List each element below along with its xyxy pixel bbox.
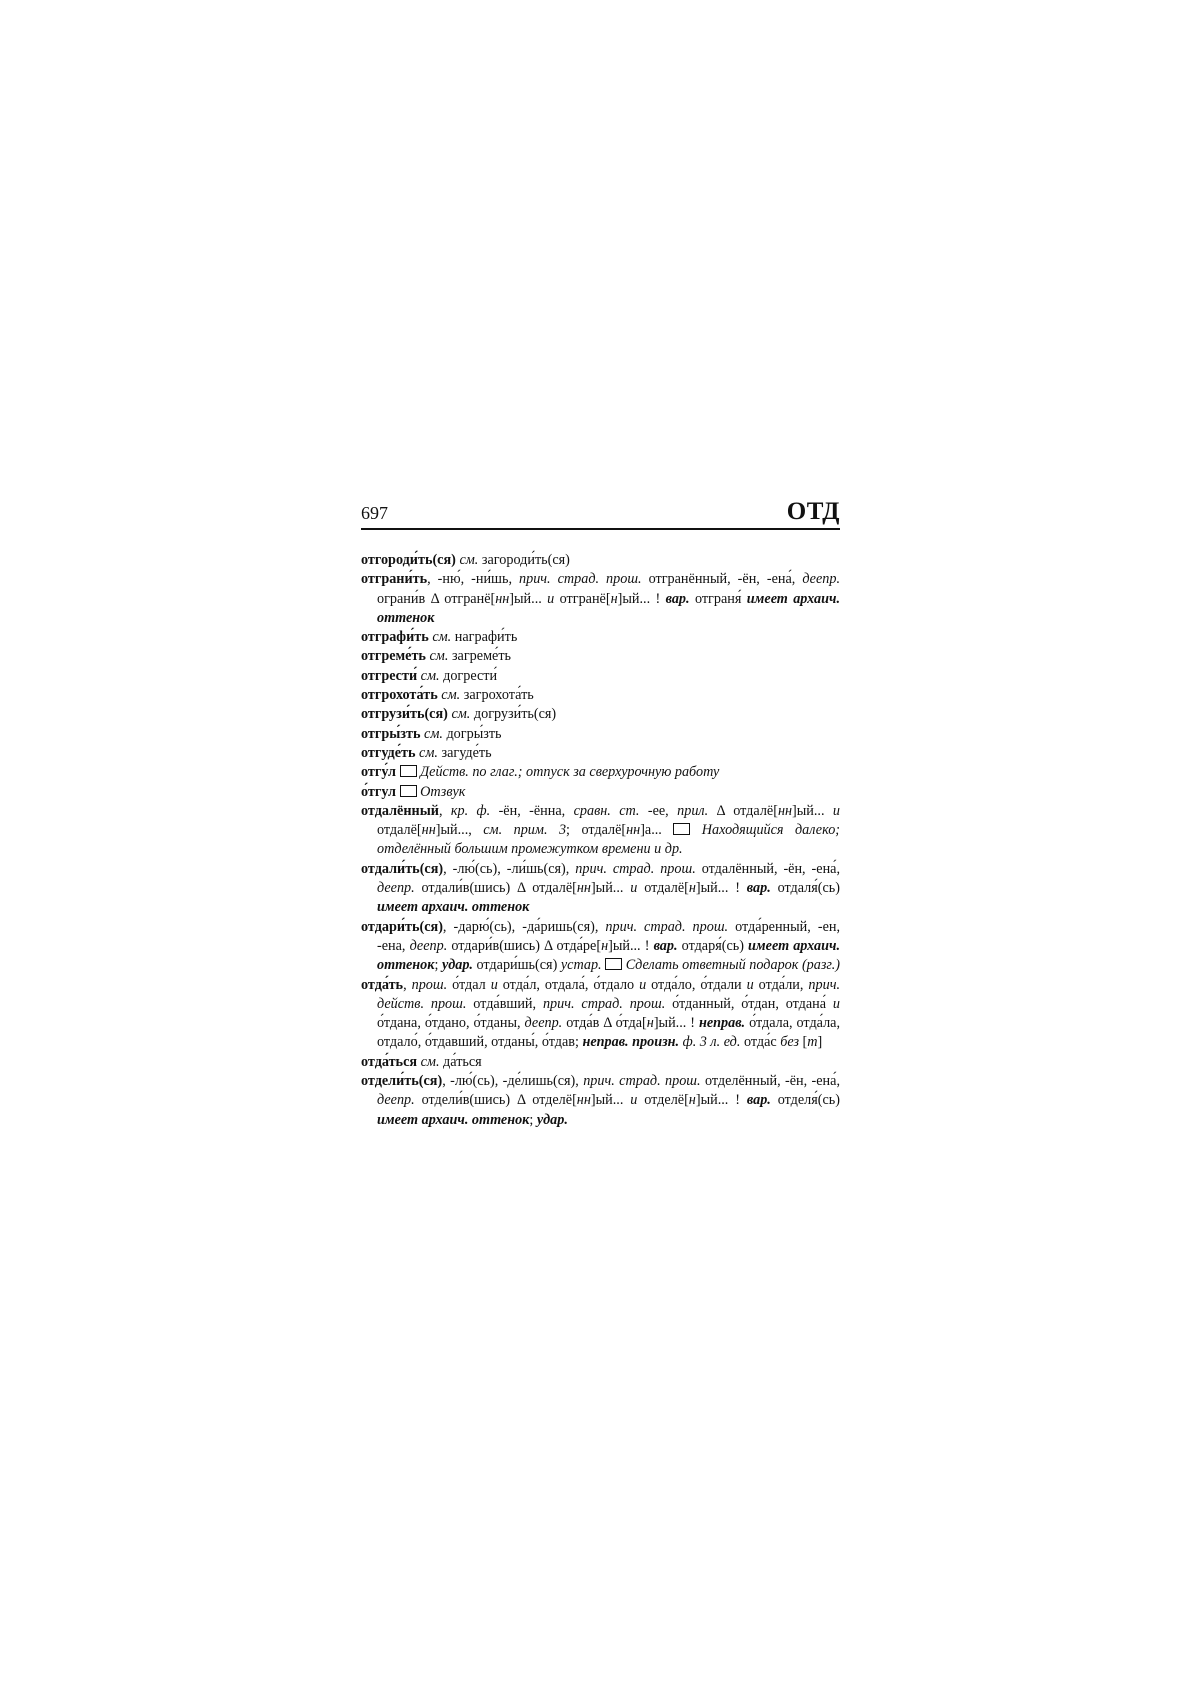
entry-text: награфи́ть (451, 629, 518, 646)
definition-box-icon (673, 823, 690, 835)
entry-text: да́ться (439, 1053, 482, 1070)
dictionary-entry (361, 744, 840, 763)
entry-label: удар. (441, 957, 473, 974)
entry-headword: отгрохота́ть (361, 687, 438, 704)
entry-text: отда́л, отдала́, о́тдало (497, 976, 640, 993)
definition-box-icon (605, 958, 622, 970)
entry-text: ]ый... (509, 590, 548, 607)
entry-text: ; отдалё[ (566, 822, 627, 839)
entry-headword: отгу́л (361, 764, 397, 781)
entry-label: см. (417, 667, 440, 684)
entry-label: нн (576, 880, 591, 897)
entry-label: имеет архаич. оттенок (377, 899, 530, 916)
entry-text: отделённый, -ён, -ена́, (700, 1073, 840, 1090)
entry-headword: отдалённый (361, 802, 439, 819)
entry-headword: отдали́ть(ся) (361, 860, 444, 877)
entry-label: кр. ф. (450, 802, 491, 819)
entry-text: ] (817, 1034, 823, 1051)
entry-text: отдаря́(сь) (677, 937, 749, 954)
entry-text: догрузи́ть(ся) (470, 706, 557, 723)
entry-text: отда́ли, (753, 976, 809, 993)
entry-headword: отграфи́ть (361, 629, 429, 646)
entry-headword: отгуде́ть (361, 744, 416, 761)
entry-text: , (403, 976, 412, 993)
entry-text: ]ый... (792, 802, 833, 819)
definition-box-icon (400, 785, 417, 797)
entry-text: загреме́ть (448, 648, 512, 665)
entry-label: см. (417, 1053, 440, 1070)
dictionary-entry (361, 705, 840, 724)
entry-text: отдалё[ (637, 880, 689, 897)
entry-label: имеет архаич. оттенок (377, 590, 840, 626)
entry-text: загороди́ть(ся) (478, 552, 570, 568)
entry-label: и (832, 802, 840, 819)
entry-text: , (438, 802, 451, 819)
dictionary-entry (361, 1053, 840, 1072)
entry-label: нн (576, 1092, 591, 1109)
entry-label: деепр. (409, 937, 448, 954)
entry-text: отдаля́(сь) (770, 880, 840, 897)
entry-text: загрохота́ть (460, 687, 534, 704)
entry-label: имеет архаич. оттенок (377, 1111, 530, 1128)
entry-text: , -ню́, -ни́шь, (427, 571, 519, 588)
entry-label: и (630, 880, 638, 897)
entry-headword: отдари́ть(ся) (361, 918, 443, 935)
entry-label: см. (415, 744, 438, 761)
entry-text: ; (529, 1111, 537, 1128)
entry-text: ]ый... ! (608, 937, 654, 954)
entry-text: ; (434, 957, 442, 974)
entry-text: отделя́(сь) (770, 1092, 840, 1109)
entry-text: , -лю́(сь), -де́лишь(ся), (442, 1073, 584, 1090)
entry-text: о́тдана, о́тдано, о́тданы, (377, 1015, 525, 1032)
entry-text: отда́ло, о́тдали (646, 976, 747, 993)
entry-text: отдари́шь(ся) (472, 957, 561, 974)
entry-text: отда́вший, (466, 995, 543, 1012)
entry-label: нн (495, 590, 510, 607)
dictionary-entry (361, 628, 840, 647)
dictionary-entry (361, 976, 840, 1053)
entry-headword: отгрузи́ть(ся) (361, 706, 448, 723)
entry-text: , -лю́(сь), -ли́шь(ся), (443, 860, 576, 877)
entry-label: деепр. (524, 1015, 563, 1032)
entry-label: см. (437, 687, 461, 704)
entry-text: о́тдала, отда́ла, отдало́, о́тдавший, отданы́, о́тдав; (377, 1015, 841, 1051)
entry-label: нн (777, 802, 793, 819)
entry-text: ]ый... ! (695, 880, 747, 897)
entry-label: прич. страд. прош. (519, 571, 642, 588)
entry-text: отдалё[ (377, 822, 422, 839)
entry-text (690, 822, 701, 838)
dictionary-entry (361, 686, 840, 705)
dictionary-entry (361, 1072, 840, 1130)
entry-text: догры́зть (442, 725, 502, 742)
entry-label: и (746, 976, 754, 993)
dictionary-entry (361, 802, 840, 860)
dictionary-entries (361, 551, 840, 1130)
entry-headword: отграни́ть (361, 571, 428, 588)
entry-label: без (780, 1034, 799, 1051)
entry-label: прил. (677, 802, 709, 819)
entry-text: загуде́ть (437, 744, 492, 761)
entry-label: вар. (653, 937, 678, 954)
entry-label: см. прим. 3 (483, 822, 567, 839)
entry-label: и (639, 976, 647, 993)
entry-headword: отгры́зть (361, 725, 421, 742)
entry-label: и (490, 976, 498, 993)
entry-headword: отда́ться (361, 1053, 418, 1070)
entry-headword: отдели́ть(ся) (361, 1073, 443, 1090)
dictionary-entry (361, 647, 840, 666)
entry-label: Находящийся далеко; отделённый большим промежутком времени и др. (377, 822, 841, 858)
dictionary-entry (361, 570, 840, 628)
entry-label: сравн. ст. (573, 802, 640, 819)
entry-text: отда́в Δ о́тда[ (562, 1015, 647, 1032)
entry-label: см. (447, 706, 471, 723)
entry-headword: отда́ть (361, 976, 404, 993)
dictionary-entry (361, 918, 840, 976)
dictionary-entry (361, 551, 840, 570)
entry-label: прич. страд. прош. (583, 1073, 701, 1090)
entry-text: отдалённый, -ён, -ена́, (695, 860, 841, 877)
entry-text: ]ый... ! (695, 1092, 747, 1109)
entry-label: т (807, 1034, 818, 1051)
entry-label: вар. (665, 590, 690, 607)
dictionary-entry (361, 763, 840, 782)
page-number: 697 (361, 503, 388, 523)
entry-label: вар. (746, 1092, 771, 1109)
entry-headword: о́тгул (361, 783, 397, 800)
entry-text: отдари́в(шись) Δ отда́ре[ (447, 937, 602, 954)
entry-text: отдели́в(шись) Δ отделё[ (414, 1092, 577, 1109)
entry-text: ]а... (640, 822, 674, 839)
entry-label: см. (455, 552, 479, 568)
entry-label: деепр. (802, 571, 840, 588)
entry-label: и (547, 590, 555, 607)
entry-text: -ее, (639, 802, 678, 819)
entry-label: нн (421, 822, 436, 839)
entry-text: догрести́ (439, 667, 498, 684)
entry-label: нн (626, 822, 641, 839)
entry-headword: отгрести́ (361, 667, 418, 684)
entry-label: н (601, 937, 609, 954)
entry-label: деепр. (377, 880, 415, 897)
entry-label: н (610, 590, 618, 607)
entry-text: отграня́ (689, 590, 747, 607)
dictionary-entry (361, 860, 840, 918)
entry-label: вар. (746, 880, 771, 897)
entry-text: [ (799, 1034, 808, 1051)
entry-text: о́тдал (447, 976, 491, 993)
entry-text: о́тданный, о́тдан, отдана́ (665, 995, 833, 1012)
entry-text: ]ый... ! (617, 590, 666, 607)
entry-label: и (832, 995, 841, 1012)
running-head: ОТД (786, 498, 840, 525)
entry-label: н (688, 1092, 696, 1109)
entry-headword: отгреме́ть (361, 648, 426, 665)
entry-label: н (646, 1015, 654, 1032)
entry-text: отда́ренный, -ен, -ена, (377, 918, 841, 954)
dictionary-entry (361, 783, 840, 802)
entry-label: ф. 3 л. ед. (682, 1034, 741, 1051)
entry-text: , -дарю́(сь), -да́ришь(ся), (442, 918, 606, 935)
entry-text: отделё[ (637, 1092, 689, 1109)
entry-text: ]ый... (590, 1092, 631, 1109)
dictionary-entry (361, 725, 840, 744)
entry-label: имеет архаич. оттенок (377, 937, 840, 974)
entry-label: прич. страд. прош. (605, 918, 729, 935)
entry-label: неправ. (698, 1015, 746, 1032)
entry-label: н (688, 880, 696, 897)
entry-label: прич. страд. прош. (575, 860, 696, 877)
entry-label: устар. (560, 957, 602, 974)
entry-text: Δ отдалё[ (708, 802, 778, 819)
entry-label: неправ. произн. (582, 1034, 680, 1051)
entry-text: ]ый..., (435, 822, 484, 839)
entry-text: отгранённый, -ён, -ена́, (641, 571, 803, 588)
entry-text: отдали́в(шись) Δ отдалё[ (414, 880, 577, 897)
entry-label: прич. страд. прош. (542, 995, 666, 1012)
entry-text: ограни́в Δ отгранё[ (377, 590, 496, 607)
entry-label: Сделать ответный подарок (разг.) (625, 957, 841, 974)
entry-label: деепр. (377, 1092, 415, 1109)
entry-label: см. (428, 629, 452, 646)
entry-text: -ён, -ённа, (490, 802, 574, 819)
entry-text: отгранё[ (554, 590, 611, 607)
page-header (361, 490, 840, 530)
definition-box-icon (400, 765, 417, 777)
entry-text: ]ый... (590, 880, 631, 897)
entry-label: см. (425, 648, 449, 665)
entry-label: удар. (536, 1111, 568, 1128)
entry-text: ]ый... ! (653, 1015, 699, 1032)
entry-label: и (630, 1092, 638, 1109)
entry-label: см. (420, 725, 443, 742)
entry-label: прич. действ. прош. (377, 976, 841, 1012)
entry-text: отда́с (740, 1034, 781, 1051)
dictionary-entry (361, 667, 840, 686)
entry-label: Отзвук (420, 783, 466, 800)
entry-headword: отгороди́ть(ся) (361, 552, 456, 568)
entry-label: прош. (411, 976, 448, 993)
entry-label: Действ. по глаг.; отпуск за сверхурочную работу (420, 764, 720, 781)
header-rule (361, 528, 840, 530)
